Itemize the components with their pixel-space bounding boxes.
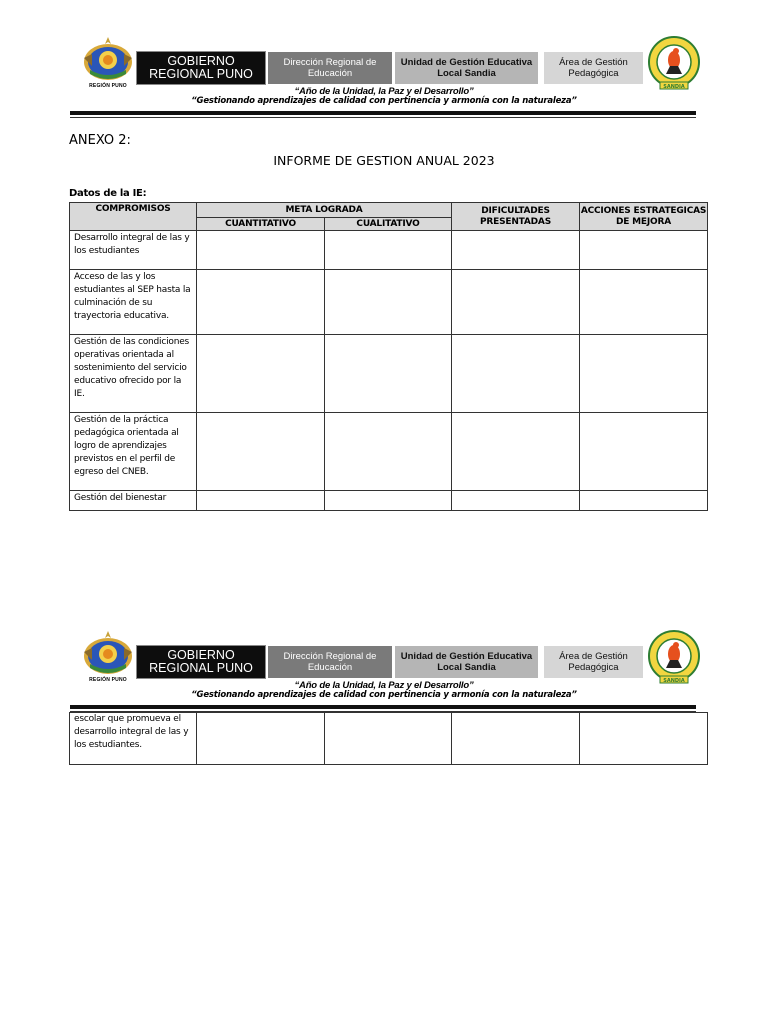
motto-slogan: “Gestionando aprendizajes de calidad con pertinencia y armonía con la naturaleza” [191,690,577,700]
compromiso-cell: Acceso de las y los estudiantes al SEP hasta la culminación de su trayectoria educativa. [70,270,197,335]
ugel-banner: Unidad de Gestión Educativa Local Sandia [395,646,538,678]
table-row [70,713,708,765]
cuantitativo-cell[interactable] [197,713,325,765]
gobierno-regional-banner: GOBIERNO REGIONAL PUNO [136,51,266,85]
svg-text:SANDIA: SANDIA [663,678,685,684]
cualitativo-cell[interactable] [325,713,452,765]
svg-text:SANDIA: SANDIA [663,84,685,90]
ugel-banner: Unidad de Gestión Educativa Local Sandia [395,52,538,84]
header-cualitativo: CUALITATIVO [325,218,452,231]
cuantitativo-cell[interactable] [197,270,325,335]
table-row [70,335,708,413]
header-meta-lograda: META LOGRADA [197,203,452,218]
dificultades-cell[interactable] [452,491,580,511]
cualitativo-cell[interactable] [325,491,452,511]
header-dificultades: DIFICULTADES PRESENTADAS [452,203,580,231]
header-rule-thin [70,117,696,118]
header-rule [70,111,696,115]
cuantitativo-cell[interactable] [197,335,325,413]
compromiso-cell: escolar que promueva el desarrollo integral de las y los estudiantes. [70,713,197,765]
motto-year: “Año de la Unidad, la Paz y el Desarrollo” [294,86,474,97]
ugel-sandia-seal-icon [646,36,702,92]
annex-label: ANEXO 2: [69,133,131,148]
region-puno-logo-icon [80,630,136,684]
document-title: INFORME DE GESTION ANUAL 2023 [273,153,495,168]
dificultades-cell[interactable] [452,335,580,413]
management-report-table-continued [69,712,708,765]
motto-year: “Año de la Unidad, la Paz y el Desarrollo” [294,680,474,691]
dificultades-cell[interactable] [452,713,580,765]
acciones-cell[interactable] [580,413,708,491]
table-row [70,231,708,270]
page-header [0,36,768,118]
logo-left-caption: REGIÓN PUNO [89,83,127,89]
management-report-table [69,202,708,511]
page-header [0,630,768,712]
cuantitativo-cell[interactable] [197,413,325,491]
compromiso-cell: Gestión de la práctica pedagógica orientada al logro de aprendizajes previstos en el perfil de egreso del CNEB. [70,413,197,491]
dre-banner: Dirección Regional de Educación [268,52,392,84]
header-cuantitativo: CUANTITATIVO [197,218,325,231]
ugel-sandia-seal-icon [646,630,702,686]
datos-ie-label: Datos de la IE: [69,188,147,199]
area-banner: Área de Gestión Pedagógica [544,52,643,84]
table-row [70,413,708,491]
cualitativo-cell[interactable] [325,335,452,413]
table-header-row [70,203,708,218]
acciones-cell[interactable] [580,491,708,511]
gobierno-regional-banner: GOBIERNO REGIONAL PUNO [136,645,266,679]
cuantitativo-cell[interactable] [197,231,325,270]
dre-banner: Dirección Regional de Educación [268,646,392,678]
compromiso-cell: Gestión de las condiciones operativas orientada al sostenimiento del servicio educativo ofrecido por la IE. [70,335,197,413]
logo-left-caption: REGIÓN PUNO [89,677,127,683]
cualitativo-cell[interactable] [325,231,452,270]
area-banner: Área de Gestión Pedagógica [544,646,643,678]
compromiso-cell: Desarrollo integral de las y los estudiantes [70,231,197,270]
acciones-cell[interactable] [580,335,708,413]
region-puno-logo-icon [80,36,136,90]
cualitativo-cell[interactable] [325,270,452,335]
dificultades-cell[interactable] [452,270,580,335]
compromiso-cell: Gestión del bienestar [70,491,197,511]
table-row [70,491,708,511]
header-acciones: ACCIONES ESTRATEGICAS DE MEJORA [580,203,708,231]
cualitativo-cell[interactable] [325,413,452,491]
table-row [70,270,708,335]
motto-slogan: “Gestionando aprendizajes de calidad con pertinencia y armonía con la naturaleza” [191,96,577,106]
header-rule [70,705,696,709]
acciones-cell[interactable] [580,270,708,335]
acciones-cell[interactable] [580,231,708,270]
acciones-cell[interactable] [580,713,708,765]
cuantitativo-cell[interactable] [197,491,325,511]
dificultades-cell[interactable] [452,231,580,270]
dificultades-cell[interactable] [452,413,580,491]
header-compromisos: COMPROMISOS [70,203,197,231]
